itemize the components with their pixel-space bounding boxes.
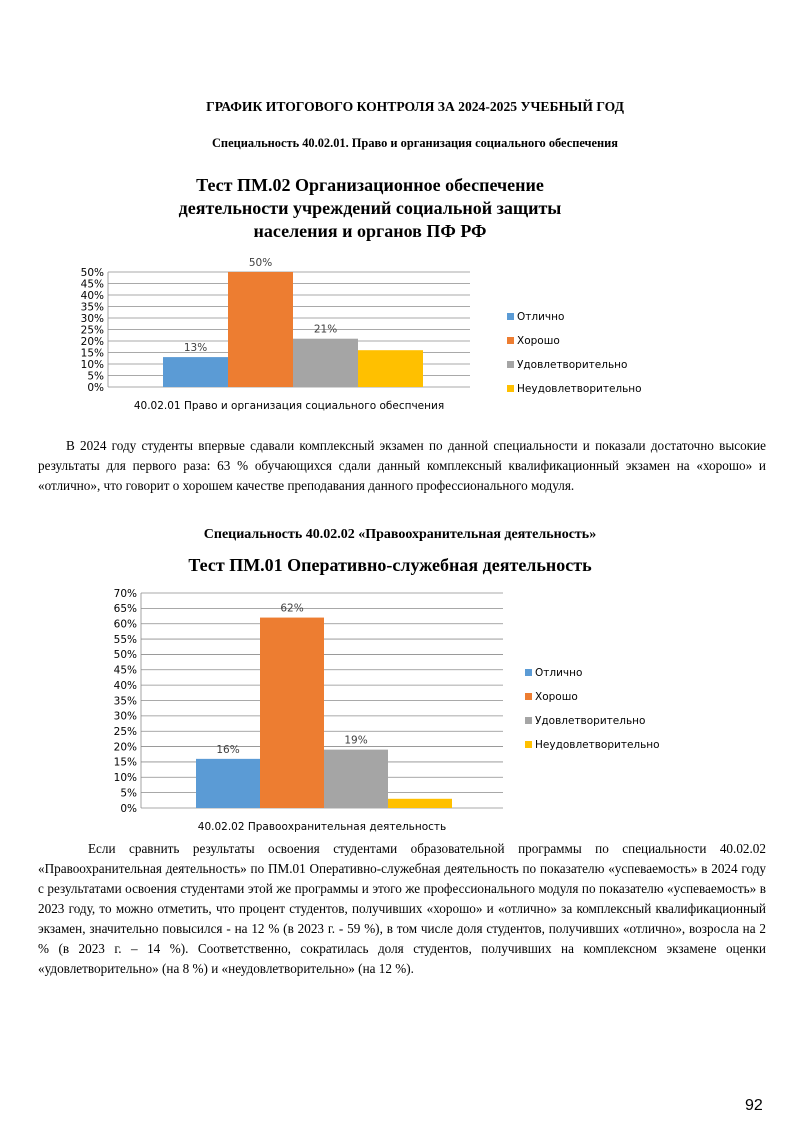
y-tick-label: 30% — [113, 710, 137, 723]
legend-swatch — [525, 669, 532, 676]
y-tick-label: 35% — [113, 695, 137, 708]
x-category-label: 40.02.02 Правоохранительная деятельность — [197, 821, 447, 833]
y-tick-label: 35% — [80, 301, 104, 314]
legend-swatch — [525, 693, 532, 700]
y-tick-label: 45% — [113, 664, 137, 677]
legend-entry: Хорошо — [535, 691, 578, 703]
legend-entry: Хорошо — [517, 335, 560, 347]
data-label: 21% — [313, 323, 338, 336]
y-tick-label: 15% — [113, 756, 137, 769]
legend-swatch — [507, 361, 514, 368]
bar-2 — [228, 272, 293, 387]
y-tick-label: 25% — [80, 324, 104, 337]
page-number: 92 — [745, 1097, 763, 1114]
y-tick-label: 40% — [80, 289, 104, 302]
bar-4 — [388, 799, 452, 808]
y-tick-label: 50% — [113, 649, 137, 662]
legend-entry: Неудовлетворительно — [535, 739, 660, 751]
legend-swatch — [507, 385, 514, 392]
legend-swatch — [507, 313, 514, 320]
y-tick-label: 40% — [113, 679, 137, 692]
chart1 — [0, 250, 793, 420]
y-tick-label: 50% — [80, 266, 104, 279]
chart2-title: Тест ПМ.01 Оперативно-служебная деятельность — [188, 555, 592, 575]
y-tick-label: 15% — [80, 347, 104, 360]
data-label: 50% — [248, 257, 273, 269]
legend-swatch — [525, 717, 532, 724]
chart1-title-line: населения и органов ПФ РФ — [253, 221, 487, 241]
y-tick-label: 20% — [80, 335, 104, 348]
legend-entry: Отлично — [517, 311, 565, 323]
chart1-title-line: деятельности учреждений социальной защиты — [178, 198, 562, 218]
chart1-title — [100, 174, 640, 243]
legend-entry: Удовлетворительно — [535, 715, 646, 727]
bar-4 — [358, 350, 423, 387]
y-tick-label: 20% — [113, 741, 137, 754]
chart1-title-line: Тест ПМ.02 Организационное обеспечение — [196, 175, 544, 195]
x-category-label: 40.02.01 Право и организация социального обеспчения — [133, 400, 445, 412]
section1-subtitle: Специальность 40.02.01. Право и организация социального обеспечения — [211, 136, 618, 150]
legend-entry: Неудовлетворительно — [517, 383, 642, 395]
y-tick-label: 25% — [113, 725, 137, 738]
legend-swatch — [525, 741, 532, 748]
chart2 — [0, 580, 793, 835]
y-tick-label: 70% — [113, 587, 137, 600]
data-label: 19% — [344, 734, 368, 747]
y-tick-label: 10% — [113, 772, 137, 785]
legend-entry: Удовлетворительно — [517, 359, 628, 371]
paragraph-1: В 2024 году студенты впервые сдавали комплексный экзамен по данной специальности и показали достаточно высокие результаты для первого раза: 63 % обучающихся сдали данный комплексный квалификационный экзамен на «хорошо» и «отлично», что говорит о хорошем качестве преподавания данного профессионального модуля. — [38, 438, 766, 493]
bar-1 — [196, 759, 260, 808]
paragraph-2: Если сравнить результаты освоения студентами образовательной программы по специальности 40.02.02 «Правоохранительная деятельность» по ПМ.01 Оперативно-служебная деятельность по показателю «успеваемость» в 2024 году с результатами освоения студентами этой же программы и этого же профессионального модуля по показателю «успеваемость» в 2023 году, то можно отметить, что процент студентов, получивших «хорошо» и «отлично» за комплексный квалификационный экзамен, значительно повысился - на 12 % (в 2023 г. - 59 %), в том числе доля студентов, получивших «отлично», возросла на 2 % (в 2023 г. – 14 %). Соответственно, сократилась доля студентов, получивших на комплексном экзамене оценки «удовлетворительно» (на 8 %) и «неудовлетворительно» (на 12 %). — [38, 841, 766, 976]
data-label: 62% — [280, 602, 304, 615]
y-tick-label: 5% — [87, 370, 104, 383]
y-tick-label: 0% — [120, 802, 137, 815]
y-tick-label: 0% — [87, 381, 104, 394]
y-tick-label: 60% — [113, 618, 137, 631]
legend-swatch — [507, 337, 514, 344]
bar-3 — [324, 750, 388, 808]
y-tick-label: 10% — [80, 358, 104, 371]
data-label: 13% — [183, 342, 208, 355]
y-tick-label: 55% — [113, 633, 137, 646]
y-tick-label: 45% — [80, 278, 104, 291]
legend-entry: Отлично — [535, 667, 583, 679]
y-tick-label: 5% — [120, 787, 137, 800]
data-label: 16% — [216, 743, 240, 756]
y-tick-label: 30% — [80, 312, 104, 325]
page-heading: ГРАФИК ИТОГОВОГО КОНТРОЛЯ ЗА 2024-2025 УЧЕБНЫЙ ГОД — [206, 99, 624, 114]
bar-1 — [163, 357, 228, 387]
bar-3 — [293, 339, 358, 387]
bar-2 — [260, 618, 324, 808]
section2-subtitle: Специальность 40.02.02 «Правоохранительная деятельность» — [203, 527, 597, 542]
y-tick-label: 65% — [113, 603, 137, 616]
